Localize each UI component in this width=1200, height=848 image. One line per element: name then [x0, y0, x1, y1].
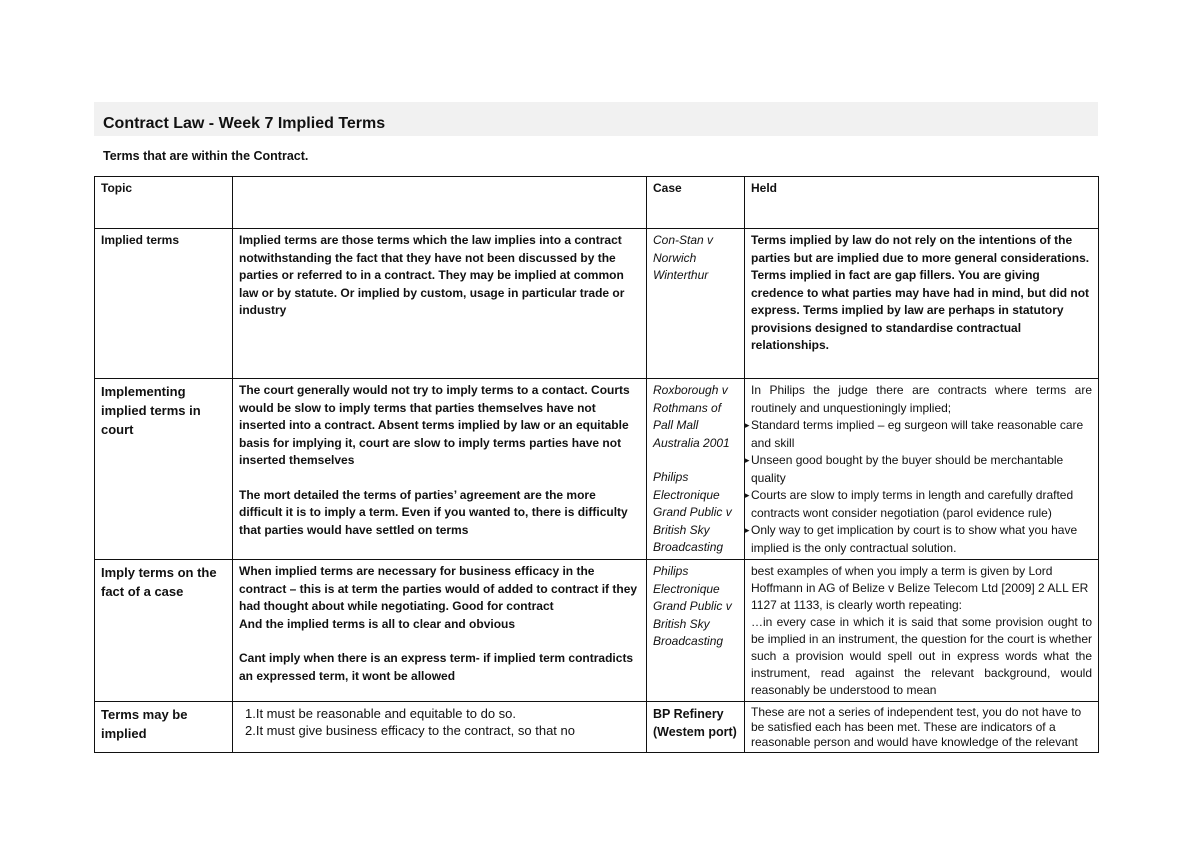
description-paragraph: The mort detailed the terms of parties’ agreement are the more difficult it is to imply a term. Even if you wanted to, there is difficulty that parties would have settled on terms: [239, 487, 628, 537]
row-held: These are not a series of independent test, you do not have to be satisfied each has been met. These are indicators of a reasonable person and would have knowledge of the relevant: [745, 702, 1099, 753]
held-bullet: ▸ Standard terms implied – eg surgeon will take reasonable care and skill: [745, 418, 1084, 450]
header-description: [233, 177, 647, 229]
case-name: Grand Public v: [653, 505, 732, 519]
case-name: Winterthur: [653, 268, 709, 282]
row-rules: [233, 702, 647, 753]
case-name: Grand Public v: [653, 599, 732, 613]
row-cases: [647, 560, 745, 702]
case-name: Norwich: [653, 250, 697, 265]
held-bullet: ▸ Only way to get implication by court is to show what you have implied is the only contractual solution.: [745, 523, 1078, 555]
bullet-icon: ▸: [745, 455, 750, 465]
held-bullet: ▸ Courts are slow to imply terms in length and carefully drafted contracts wont consider negotiation (parol evidence rule): [745, 488, 1074, 520]
bullet-icon: ▸: [745, 420, 750, 430]
case-name: BP Refinery: [653, 707, 724, 721]
row-topic: Implementing implied terms in court: [95, 379, 233, 560]
implied-terms-table: [94, 176, 1099, 753]
row-topic: Terms may be implied: [95, 702, 233, 753]
document-subtitle: Terms that are within the Contract.: [103, 149, 309, 163]
row-cases: [647, 229, 745, 379]
row-held: [745, 560, 1099, 702]
row-description: [233, 560, 647, 702]
rule-item: 1.It must be reasonable and equitable to do so.: [245, 706, 517, 721]
case-name: Con-Stan v: [653, 233, 714, 247]
table-header-row: [95, 177, 1099, 229]
description-paragraph: The court generally would not try to imply terms to a contact. Courts would be slow to imply terms that parties themselves have not inserted into a contract. Absent terms implied by law or an equitable basis for implying it, court are slow to imply terms parties have not inserted themselves: [239, 383, 630, 467]
case-name: (Westem port): [653, 725, 737, 739]
row-description: [233, 379, 647, 560]
held-intro: In Philips the judge there are contracts where terms are routinely and unquestioningly implied;: [751, 383, 1092, 415]
table-row: [95, 560, 1099, 702]
bullet-icon: ▸: [745, 525, 750, 535]
held-paragraph: best examples of when you imply a term is given by Lord Hoffmann in AG of Belize v Belize Telecom Ltd [2009] 2 ALL ER 1127 at 1133, is clearly worth repeating:: [751, 564, 1089, 612]
case-name: British Sky: [653, 616, 710, 631]
table-row: [95, 702, 1099, 753]
description-paragraph: When implied terms are necessary for business efficacy in the contract – this is at term the parties would of added to contract if they had thought about while negotiating. Good for contract: [239, 564, 638, 613]
row-cases: [647, 702, 745, 753]
row-description: Implied terms are those terms which the law implies into a contract notwithstanding the fact that they have not been discussed by the parties or referred to in a contract. They may be implied at common law or by statute. Or implied by custom, usage in particular trade or industry: [233, 229, 647, 379]
row-cases: [647, 379, 745, 560]
held-paragraph: …in every case in which it is said that some provision ought to be implied in an instrument, the question for the court is whether such a provision would spell out in express words what the instrument, read against the relevant background, would reasonably be understood to mean: [751, 615, 1092, 697]
case-name: Philips: [653, 564, 689, 578]
bullet-icon: ▸: [745, 490, 750, 500]
table-row: [95, 229, 1099, 379]
case-name: Philips: [653, 470, 689, 484]
table-row: [95, 379, 1099, 560]
row-held: [745, 379, 1099, 560]
case-name: British Sky: [653, 522, 710, 537]
case-name: Electronique: [653, 581, 720, 596]
case-name: Pall Mall: [653, 418, 699, 432]
row-topic: Imply terms on the fact of a case: [95, 560, 233, 702]
case-name: Broadcasting: [653, 540, 724, 554]
case-name: Rothmans of: [653, 400, 722, 415]
description-paragraph: And the implied terms is all to clear and obvious: [239, 616, 516, 631]
row-topic: Implied terms: [95, 229, 233, 379]
held-bullet: ▸ Unseen good bought by the buyer should be merchantable quality: [745, 453, 1064, 485]
header-case: Case: [647, 177, 745, 229]
header-topic: Topic: [95, 177, 233, 229]
case-name: Australia 2001: [653, 435, 730, 450]
description-paragraph: Cant imply when there is an express term- if implied term contradicts an expressed term, it wont be allowed: [239, 651, 634, 683]
rule-item: 2.It must give business efficacy to the contract, so that no: [245, 723, 575, 738]
row-held: Terms implied by law do not rely on the intentions of the parties but are implied due to more general considerations. Terms implied in fact are gap fillers. You are giving credence to what parties may have had in mind, but did not express. Terms implied by law are perhaps in statutory provisions designed to standardise contractual relationships.: [745, 229, 1099, 379]
case-name: Broadcasting: [653, 634, 724, 648]
case-name: Roxborough v: [653, 383, 728, 397]
header-held: Held: [745, 177, 1099, 229]
document-title: Contract Law - Week 7 Implied Terms: [103, 115, 386, 132]
case-name: Electronique: [653, 487, 720, 502]
